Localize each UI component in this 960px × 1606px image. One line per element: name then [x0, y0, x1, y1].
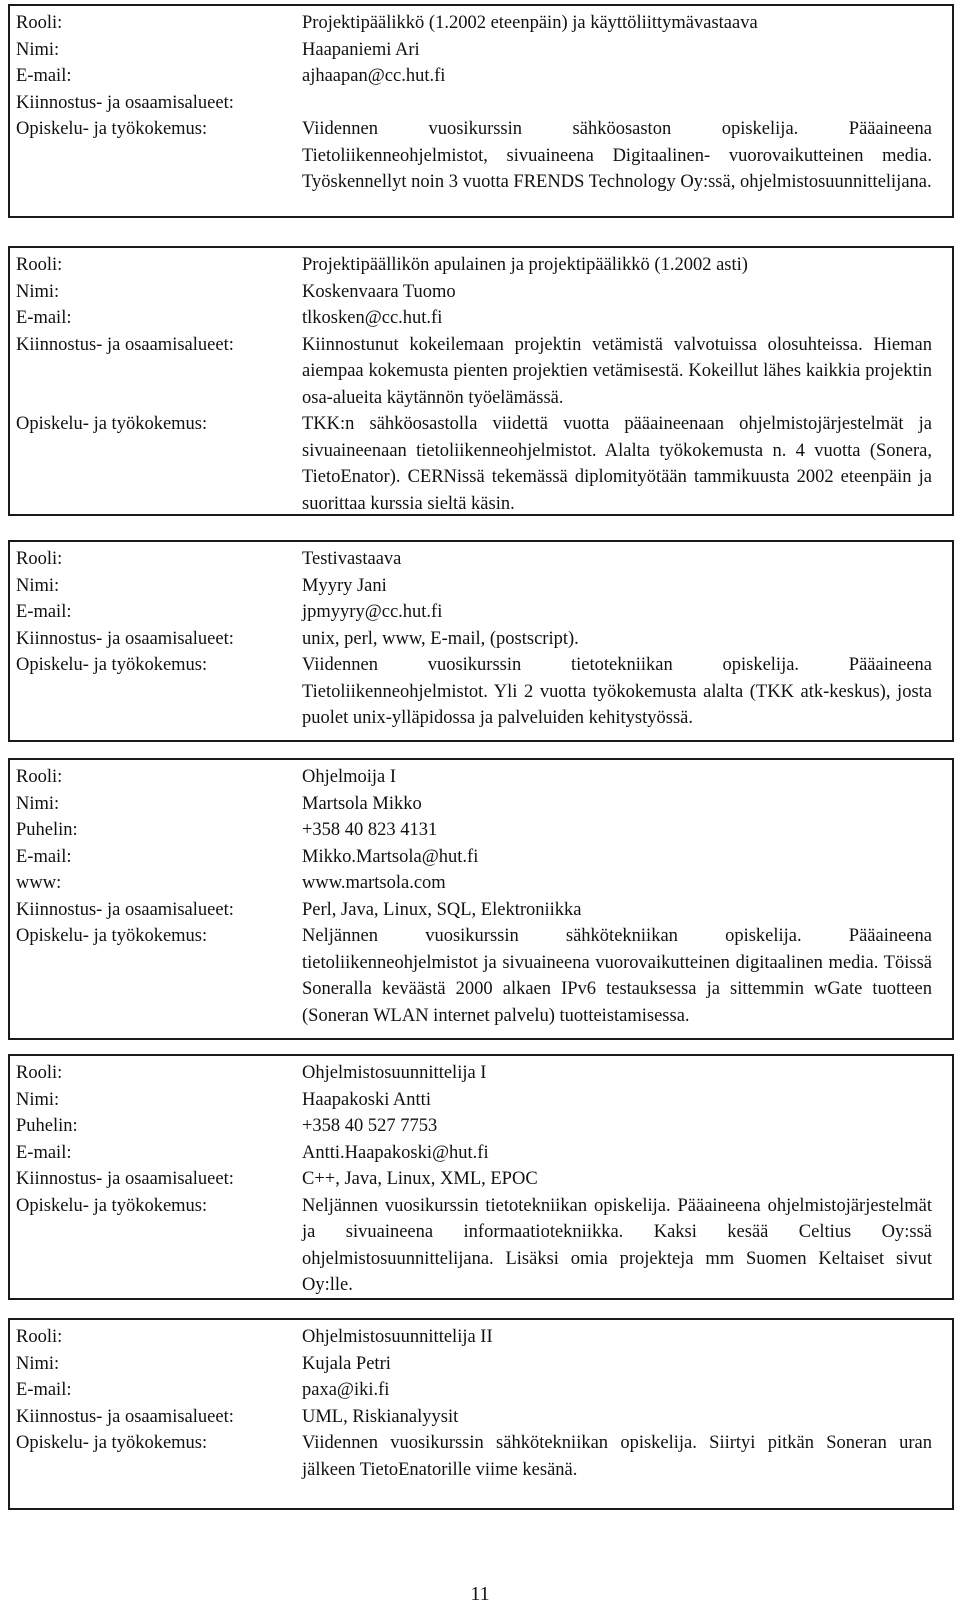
- field-value: TKK:n sähköosastolla viidettä vuotta pääaineenaan ohjelmistojärjestelmät ja sivuaineenaan tietoliikenneohjelmistot. Alalta työkokemusta n. 4 vuotta (Sonera, TietoEnator). CERNissä tekemässä diplomityötään tammikuusta 2002 eteenpäin ja suorittaa kurssia sieltä käsin.: [302, 414, 932, 514]
- field-value: C++, Java, Linux, XML, EPOC: [302, 1169, 538, 1189]
- field-label: Rooli:: [16, 1327, 63, 1347]
- field-label: Kiinnostus- ja osaamisalueet:: [16, 1406, 234, 1427]
- field-label: Nimi:: [16, 281, 60, 302]
- field-row: [10, 1377, 952, 1404]
- field-value: Viidennen vuosikurssin sähköosaston opiskelija. Pääaineena Tietoliikenneohjelmistot, sivuaineena Digitaalinen- vuorovaikutteinen media. Työskennellyt noin 3 vuotta FRENDS Technology Oy:ssä, ohjelmistosuunnittelijana.: [302, 119, 932, 192]
- field-label: www:: [16, 873, 62, 893]
- field-value: ajhaapan@cc.hut.fi: [302, 66, 446, 86]
- field-row: [10, 116, 952, 196]
- field-label: Rooli:: [16, 549, 63, 569]
- field-label: E-mail:: [16, 308, 72, 328]
- field-value: paxa@iki.fi: [302, 1380, 390, 1400]
- field-value: Projektipäälikkö (1.2002 eteenpäin) ja käyttöliittymävastaava: [302, 13, 758, 33]
- field-label: Rooli:: [16, 1063, 63, 1083]
- field-row: [10, 1404, 952, 1431]
- field-label: Puhelin:: [16, 820, 78, 840]
- field-value: unix, perl, www, E-mail, (postscript).: [302, 628, 579, 649]
- field-row: [10, 1060, 952, 1087]
- field-value: +358 40 823 4131: [302, 820, 438, 840]
- field-label: Kiinnostus- ja osaamisalueet:: [16, 334, 234, 355]
- person-entry: [8, 1054, 954, 1300]
- field-row: [10, 305, 952, 332]
- field-row: [10, 844, 952, 871]
- field-label: Kiinnostus- ja osaamisalueet:: [16, 92, 234, 113]
- field-value: Martsola Mikko: [302, 793, 422, 814]
- field-row: [10, 599, 952, 626]
- field-label: Rooli:: [16, 255, 63, 275]
- field-label: Nimi:: [16, 39, 60, 60]
- field-row: [10, 37, 952, 64]
- field-label: Kiinnostus- ja osaamisalueet:: [16, 628, 234, 649]
- field-value: Neljännen vuosikurssin tietotekniikan opiskelija. Pääaineena ohjelmistojärjestelmät ja sivuaineena informaatiotekniikka. Kaksi kesää Celtius Oy:ssä ohjelmistosuunnittelijana. Lisäksi omia projekteja mm Suomen Keltaiset sivut Oy:lle.: [302, 1195, 932, 1295]
- field-label: Nimi:: [16, 793, 60, 814]
- field-label: E-mail:: [16, 846, 72, 867]
- field-label: Opiskelu- ja työkokemus:: [16, 926, 208, 946]
- field-label: Opiskelu- ja työkokemus:: [16, 1195, 208, 1216]
- field-value: Kiinnostunut kokeilemaan projektin vetämistä valvotuissa olosuhteissa. Hieman aiempaa kokemusta pienten projektien vetämisestä. Kokeillut lähes kaikkia projektin osa-alueita käytännön työelämässä.: [302, 334, 932, 408]
- field-label: E-mail:: [16, 66, 72, 86]
- field-row: [10, 546, 952, 573]
- field-label: Rooli:: [16, 767, 63, 787]
- field-row: [10, 90, 952, 117]
- person-entry: [8, 1318, 954, 1510]
- person-entry: [8, 246, 954, 516]
- field-value: Neljännen vuosikurssin sähkötekniikan opiskelija. Pääaineena tietoliikenneohjelmistot ja sivuaineena vuorovaikutteinen digitaalinen media. Töissä Soneralla keväästä 2000 alkaen IPv6 testauksessa ja sittemmin wGate tuotteen (Soneran WLAN internet palvelu) tuotteistamisessa.: [302, 926, 932, 1026]
- field-value: Antti.Haapakoski@hut.fi: [302, 1142, 489, 1163]
- field-label: E-mail:: [16, 1380, 72, 1400]
- field-row: [10, 63, 952, 90]
- field-row: [10, 923, 952, 1029]
- field-label: Kiinnostus- ja osaamisalueet:: [16, 1169, 234, 1189]
- person-entry: [8, 4, 954, 218]
- field-label: Nimi:: [16, 1089, 60, 1110]
- field-value: tlkosken@cc.hut.fi: [302, 308, 443, 328]
- field-row: [10, 332, 952, 412]
- field-label: Opiskelu- ja työkokemus:: [16, 119, 208, 139]
- field-value: www.martsola.com: [302, 873, 446, 893]
- field-value: [302, 90, 932, 117]
- field-value: Ohjelmoija I: [302, 767, 397, 787]
- field-label: Nimi:: [16, 575, 60, 596]
- field-label: Opiskelu- ja työkokemus:: [16, 655, 208, 675]
- field-value: Perl, Java, Linux, SQL, Elektroniikka: [302, 899, 582, 920]
- field-row: [10, 791, 952, 818]
- field-label: Kiinnostus- ja osaamisalueet:: [16, 899, 234, 920]
- field-row: [10, 897, 952, 924]
- field-value: Kujala Petri: [302, 1353, 391, 1374]
- field-row: [10, 652, 952, 732]
- field-value: Projektipäällikön apulainen ja projektipäälikkö (1.2002 asti): [302, 255, 748, 275]
- field-label: Puhelin:: [16, 1116, 78, 1136]
- field-value: Testivastaava: [302, 549, 402, 569]
- field-value: Haapaniemi Ari: [302, 39, 420, 60]
- field-row: [10, 10, 952, 37]
- field-label: Opiskelu- ja työkokemus:: [16, 414, 208, 434]
- field-value: UML, Riskianalyysit: [302, 1406, 459, 1427]
- field-row: [10, 817, 952, 844]
- field-value: jpmyyry@cc.hut.fi: [302, 602, 443, 622]
- field-row: [10, 1113, 952, 1140]
- field-row: [10, 1140, 952, 1167]
- field-row: [10, 1430, 952, 1483]
- field-label: Opiskelu- ja työkokemus:: [16, 1433, 208, 1453]
- field-row: [10, 279, 952, 306]
- field-value: Mikko.Martsola@hut.fi: [302, 846, 479, 867]
- page-number: 11: [470, 1583, 490, 1605]
- field-value: Ohjelmistosuunnittelija I: [302, 1063, 487, 1083]
- field-row: [10, 411, 952, 517]
- field-value: Viidennen vuosikurssin tietotekniikan opiskelija. Pääaineena Tietoliikenneohjelmistot. Yli 2 vuotta työkokemusta alalta (TKK atk-keskus), josta puolet unix-ylläpidossa ja palveluiden kehitystyössä.: [302, 655, 932, 728]
- field-row: [10, 1193, 952, 1299]
- field-row: [10, 252, 952, 279]
- field-value: Viidennen vuosikurssin sähkötekniikan opiskelija. Siirtyi pitkän Soneran uran jälkeen TietoEnatorille viime kesänä.: [302, 1433, 932, 1480]
- field-row: [10, 1351, 952, 1378]
- field-value: Haapakoski Antti: [302, 1089, 431, 1110]
- field-label: E-mail:: [16, 1142, 72, 1163]
- field-value: Ohjelmistosuunnittelija II: [302, 1327, 493, 1347]
- field-row: [10, 1166, 952, 1193]
- field-value: +358 40 527 7753: [302, 1116, 438, 1136]
- field-row: [10, 1324, 952, 1351]
- field-label: Nimi:: [16, 1353, 60, 1374]
- field-row: [10, 764, 952, 791]
- field-row: [10, 626, 952, 653]
- person-entry: [8, 540, 954, 742]
- field-label: E-mail:: [16, 602, 72, 622]
- person-entry: [8, 758, 954, 1040]
- field-value: Myyry Jani: [302, 575, 387, 596]
- field-value: Koskenvaara Tuomo: [302, 281, 456, 302]
- field-row: [10, 573, 952, 600]
- field-label: Rooli:: [16, 13, 63, 33]
- field-row: [10, 870, 952, 897]
- field-row: [10, 1087, 952, 1114]
